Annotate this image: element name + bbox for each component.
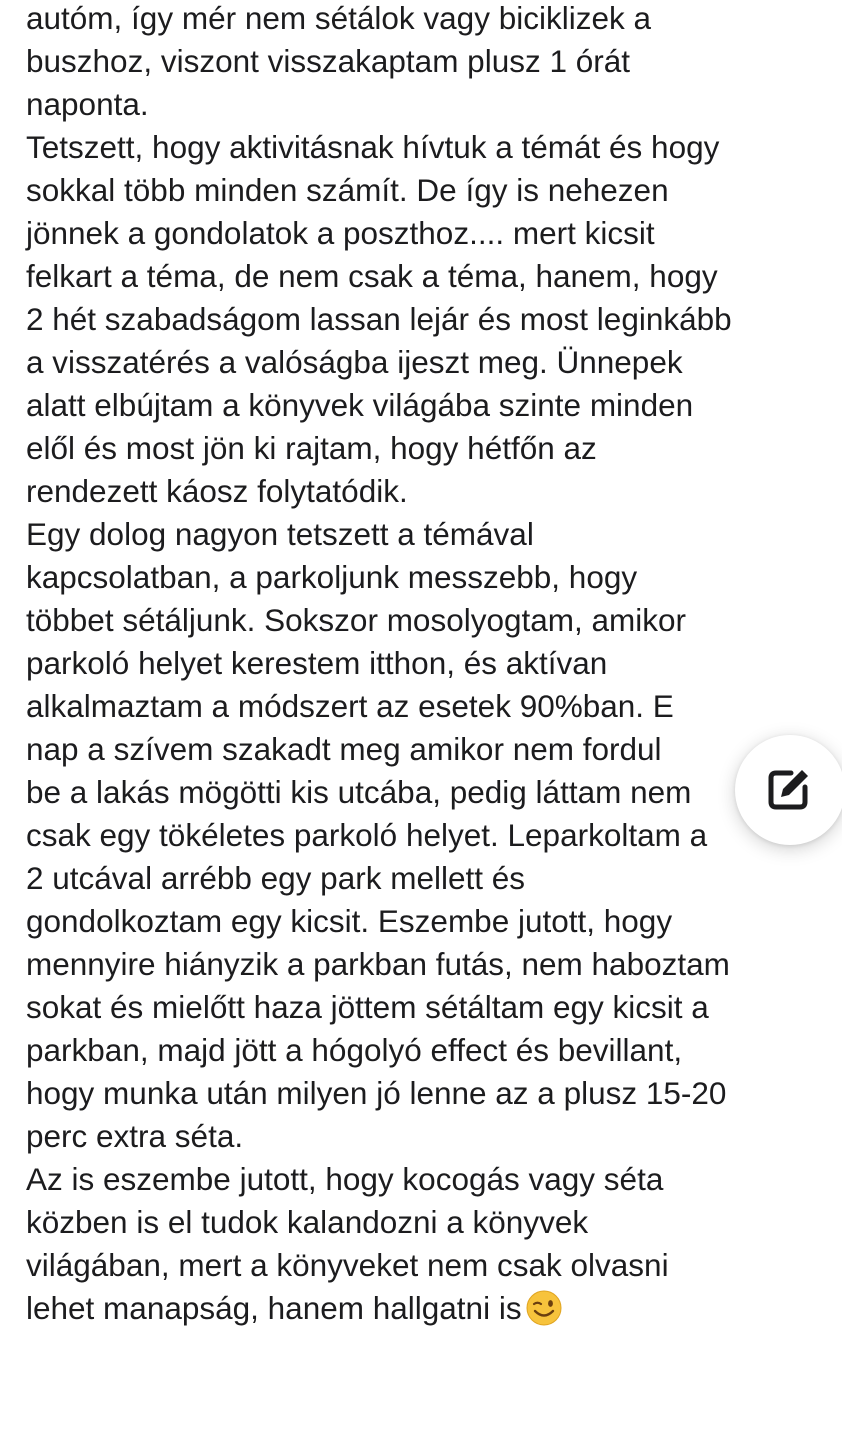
post-line: közben is el tudok kalandozni a könyvek [26, 1204, 589, 1240]
post-line: 2 hét szabadságom lassan lejár és most leginkább [26, 301, 732, 337]
post-line: mennyire hiányzik a parkban futás, nem haboztam [26, 946, 730, 982]
post-line: világában, mert a könyveket nem csak olvasni [26, 1247, 669, 1283]
post-line-last [26, 1285, 826, 1331]
post-line: a visszatérés a valóságba ijeszt meg. Ünnepek [26, 344, 683, 380]
post-line: rendezett káosz folytatódik. [26, 473, 408, 509]
post-line: sokkal több minden számít. De így is nehezen [26, 172, 669, 208]
post-line: gondolkoztam egy kicsit. Eszembe jutott, hogy [26, 903, 673, 939]
post-line: Az is eszembe jutott, hogy kocogás vagy séta [26, 1161, 664, 1197]
post-line: Egy dolog nagyon tetszett a témával [26, 516, 534, 552]
post-line: autóm, így mér nem sétálok vagy biciklizek a [26, 0, 652, 36]
post-line: többet sétáljunk. Sokszor mosolyogtam, amikor [26, 602, 687, 638]
post-line: kapcsolatban, a parkoljunk messzebb, hogy [26, 559, 638, 595]
post-line: elől és most jön ki rajtam, hogy hétfőn az [26, 430, 597, 466]
post-line: nap a szívem szakadt meg amikor nem fordul [26, 731, 662, 767]
post-line: parkban, majd jött a hógolyó effect és bevillant, [26, 1032, 683, 1068]
post-line: alatt elbújtam a könyvek világába szinte minden [26, 387, 694, 423]
post-line: parkoló helyet kerestem itthon, és aktívan [26, 645, 608, 681]
winking-face-emoji [526, 1290, 562, 1326]
post-line: jönnek a gondolatok a poszthoz.... mert kicsit [26, 215, 655, 251]
compose-button[interactable] [735, 735, 842, 845]
post-line: sokat és mielőtt haza jöttem sétáltam egy kicsit a [26, 989, 709, 1025]
post-line: naponta. [26, 86, 149, 122]
post-line: perc extra séta. [26, 1118, 244, 1154]
edit-icon [764, 764, 814, 814]
post-line: buszhoz, viszont visszakaptam plusz 1 órát [26, 43, 631, 79]
post-line: hogy munka után milyen jó lenne az a plusz 15-20 [26, 1075, 727, 1111]
post-line: Tetszett, hogy aktivitásnak hívtuk a témát és hogy [26, 129, 720, 165]
post-line: be a lakás mögötti kis utcába, pedig láttam nem [26, 774, 692, 810]
post-line: csak egy tökéletes parkoló helyet. Leparkoltam a [26, 817, 708, 853]
post-line: 2 utcával arrébb egy park mellett és [26, 860, 526, 896]
post-line-text: lehet manapság, hanem hallgatni is [26, 1290, 522, 1326]
post-body [26, 0, 826, 1331]
post-line: felkart a téma, de nem csak a téma, hanem, hogy [26, 258, 718, 294]
post-line: alkalmaztam a módszert az esetek 90%ban. E [26, 688, 674, 724]
